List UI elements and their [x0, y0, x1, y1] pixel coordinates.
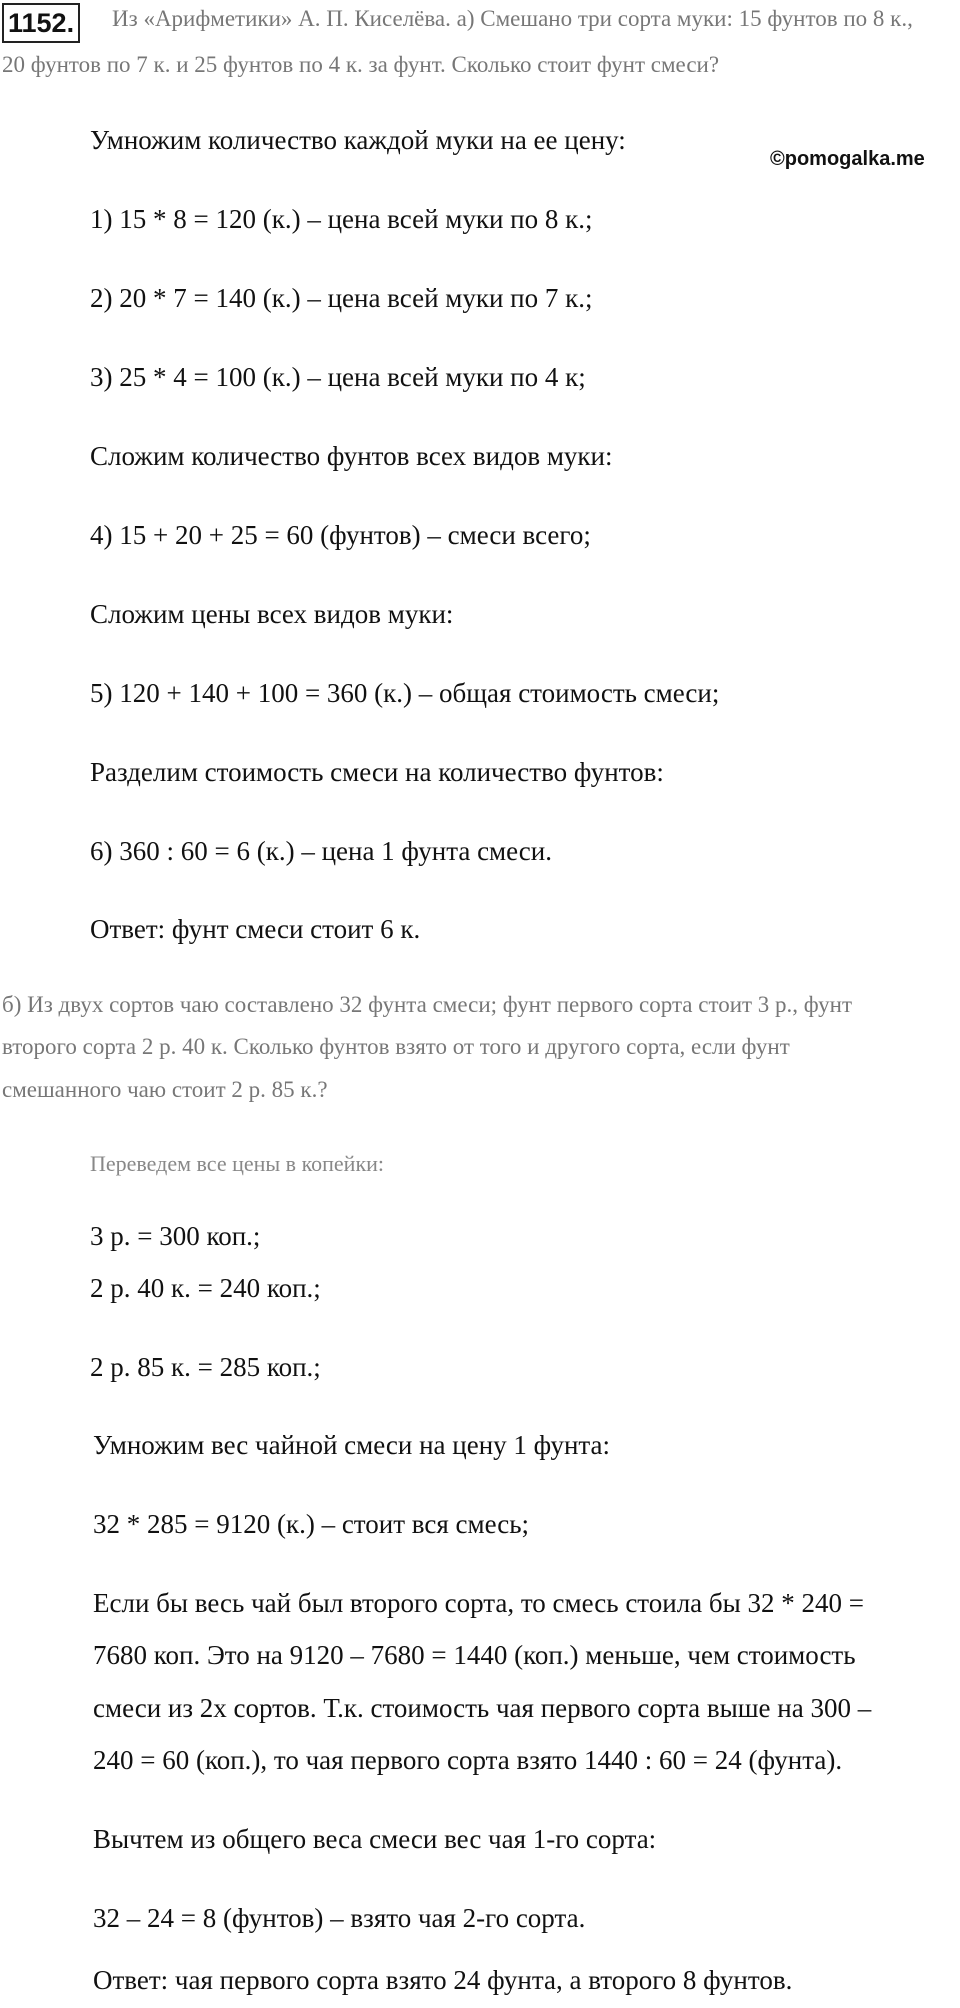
solution-b-line-11: 32 – 24 = 8 (фунтов) – взято чая 2-го сорта. — [93, 1903, 586, 1933]
solution-a-line-5: Сложим количество фунтов всех видов муки: — [90, 441, 613, 471]
solution-b-line-7: 7680 коп. Это на 9120 – 7680 = 1440 (коп.) меньше, чем стоимость — [93, 1640, 856, 1670]
solution-b-line-2: 2 р. 40 к. = 240 коп.; — [90, 1273, 321, 1303]
solution-a-line-3: 2) 20 * 7 = 140 (к.) – цена всей муки по 7 к.; — [90, 283, 593, 313]
solution-a-line-4: 3) 25 * 4 = 100 (к.) – цена всей муки по 4 к; — [90, 362, 586, 392]
solution-b-line-8: смеси из 2х сортов. Т.к. стоимость чая первого сорта выше на 300 – — [93, 1693, 872, 1723]
solution-a-line-6: 4) 15 + 20 + 25 = 60 (фунтов) – смеси всего; — [90, 520, 591, 550]
solution-a-line-1: Умножим количество каждой муки на ее цену: — [90, 125, 626, 155]
solution-b-line-6: Если бы весь чай был второго сорта, то смесь стоила бы 32 * 240 = — [93, 1588, 865, 1618]
condition-a-line-2: 20 фунтов по 7 к. и 25 фунтов по 4 к. за фунт. Сколько стоит фунт смеси? — [2, 52, 720, 77]
solution-a-line-8: 5) 120 + 140 + 100 = 360 (к.) – общая стоимость смеси; — [90, 678, 720, 708]
answer-b: Ответ: чая первого сорта взято 24 фунта, а второго 8 фунтов. — [93, 1965, 793, 1995]
solution-a-line-2: 1) 15 * 8 = 120 (к.) – цена всей муки по 8 к.; — [90, 204, 593, 234]
condition-b-line-1: б) Из двух сортов чаю составлено 32 фунта смеси; фунт первого сорта стоит 3 р., фунт — [2, 992, 852, 1017]
solution-b-line-1: 3 р. = 300 коп.; — [90, 1221, 261, 1251]
solution-a-line-10: 6) 360 : 60 = 6 (к.) – цена 1 фунта смеси. — [90, 836, 552, 866]
watermark: ©pomogalka.me — [770, 148, 925, 170]
solution-b-line-5: 32 * 285 = 9120 (к.) – стоит вся смесь; — [93, 1509, 530, 1539]
solution-b-line-3: 2 р. 85 к. = 285 коп.; — [90, 1352, 321, 1382]
solution-a-line-9: Разделим стоимость смеси на количество фунтов: — [90, 757, 664, 787]
solution-b-line-9: 240 = 60 (коп.), то чая первого сорта взято 1440 : 60 = 24 (фунта). — [93, 1745, 843, 1775]
solution-b-line-10: Вычтем из общего веса смеси вес чая 1-го сорта: — [93, 1824, 657, 1854]
condition-b-line-2: второго сорта 2 р. 40 к. Сколько фунтов взято от того и другого сорта, если фунт — [2, 1034, 790, 1059]
solution-b-line-4: Умножим вес чайной смеси на цену 1 фунта: — [93, 1430, 611, 1460]
problem-number: 1152. — [2, 3, 80, 43]
convert-note: Переведем все цены в копейки: — [90, 1151, 385, 1176]
condition-b-line-3: смешанного чаю стоит 2 р. 85 к.? — [2, 1077, 328, 1102]
solution-a-line-7: Сложим цены всех видов муки: — [90, 599, 454, 629]
answer-a: Ответ: фунт смеси стоит 6 к. — [90, 914, 421, 944]
condition-a-line-1: Из «Арифметики» А. П. Киселёва. а) Смешано три сорта муки: 15 фунтов по 8 к., — [112, 6, 913, 31]
